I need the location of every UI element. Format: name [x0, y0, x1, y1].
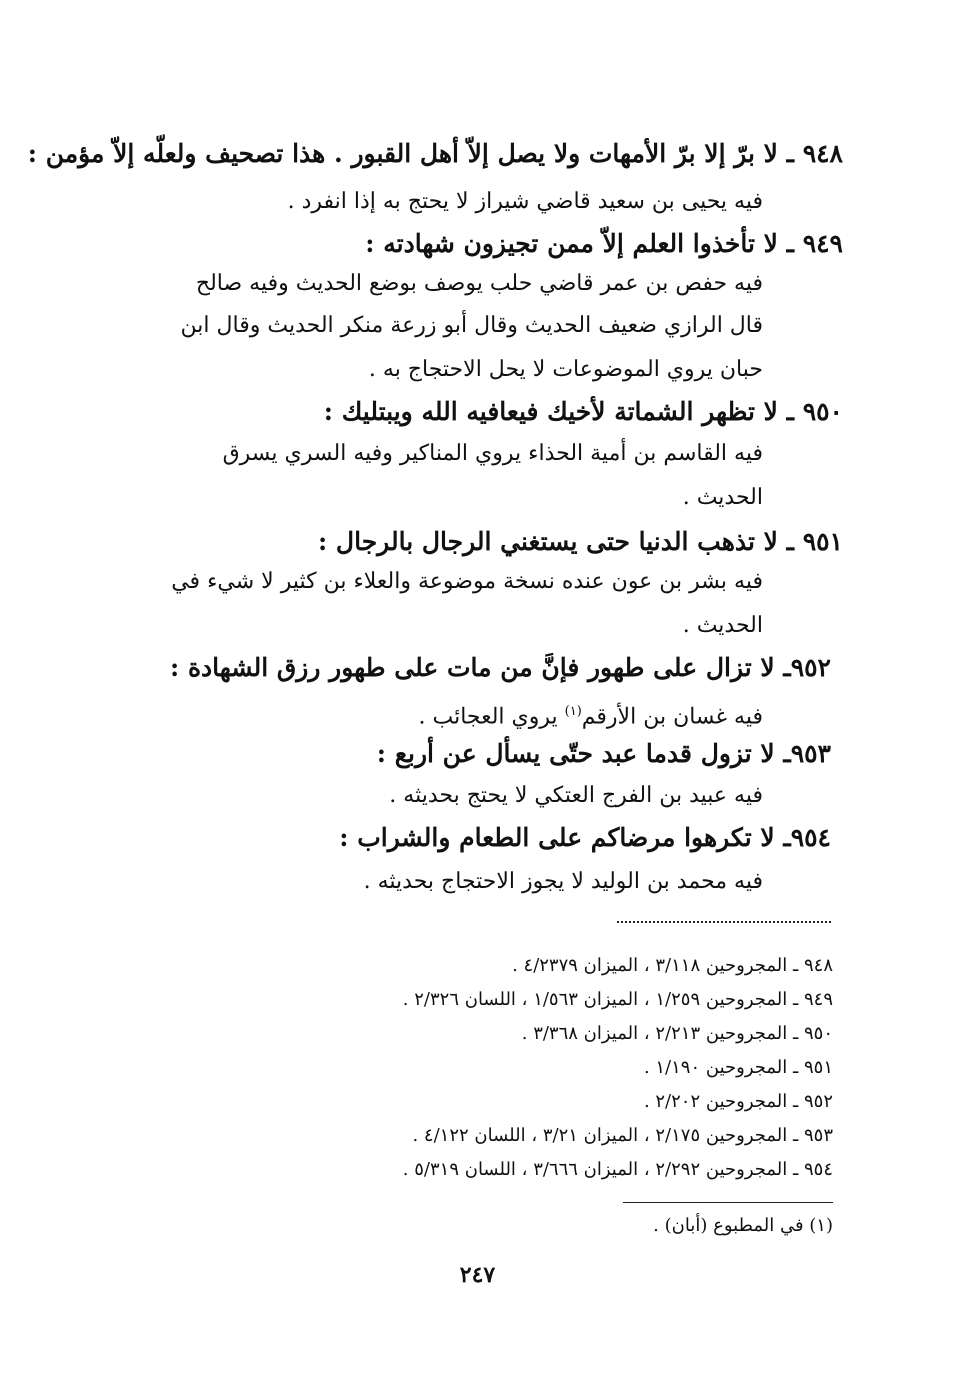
entry-954-heading: ٩٥٤ـ لا تكرهوا مرضاكم على الطعام والشراب : — [339, 823, 831, 852]
dotted-divider — [617, 921, 831, 923]
reference-949: ٩٤٩ ـ المجروحين ١/٢٥٩ ، الميزان ١/٥٦٣ ، اللسان ٢/٣٢٦ . — [402, 989, 833, 1010]
entry-950-text-line-1: فيه القاسم بن أمية الحذاء يروي المناكير وفيه السري يسرق — [222, 441, 763, 466]
reference-948: ٩٤٨ ـ المجروحين ٣/١١٨ ، الميزان ٤/٢٣٧٩ . — [512, 955, 833, 976]
entry-949-text-line-1: فيه حفص بن عمر قاضي حلب يوصف بوضع الحديث وفيه صالح — [195, 271, 763, 296]
entry-950-text-line-2: الحديث . — [682, 485, 763, 510]
entry-953-heading: ٩٥٣ـ لا تزول قدما عبد حتّى يسأل عن أربع : — [376, 739, 831, 768]
entry-951-text-line-2: الحديث . — [682, 613, 763, 638]
reference-952: ٩٥٢ ـ المجروحين ٢/٢٠٢ . — [643, 1091, 833, 1112]
page-number: ٢٤٧ — [459, 1262, 496, 1288]
entry-950-heading: ٩٥٠ ـ لا تظهر الشماتة لأخيك فيعافيه الله ويبتليك : — [323, 397, 843, 426]
footnote-rule — [623, 1202, 833, 1203]
reference-951: ٩٥١ ـ المجروحين ١/١٩٠ . — [643, 1057, 833, 1078]
entry-951-heading: ٩٥١ ـ لا تذهب الدنيا حتى يستغني الرجال بالرجال : — [318, 527, 843, 556]
entry-952-text: فيه غسان بن الأرقم$^{(١)}$ يروي العجائب . — [418, 704, 763, 730]
entry-949-text-line-3: حبان يروي الموضوعات لا يحل الاحتجاج به . — [368, 357, 763, 382]
footnote-marker: (١) — [564, 704, 582, 719]
entry-948-text: فيه يحيى بن سعيد قاضي شيراز لا يحتج به إذا انفرد . — [287, 189, 763, 214]
entry-949-text-line-2: قال الرازي ضعيف الحديث وقال أبو زرعة منكر الحديث وقال ابن — [180, 313, 763, 338]
entry-952-heading: ٩٥٢ـ لا تزال على طهور فإنَّ من مات على طهور رزق الشهادة : — [170, 653, 831, 682]
reference-953: ٩٥٣ ـ المجروحين ٢/١٧٥ ، الميزان ٣/٢١ ، اللسان ٤/١٢٢ . — [412, 1125, 833, 1146]
reference-954: ٩٥٤ ـ المجروحين ٢/٢٩٢ ، الميزان ٣/٦٦٦ ، اللسان ٥/٣١٩ . — [402, 1159, 833, 1180]
entry-949-heading: ٩٤٩ ـ لا تأخذوا العلم إلاّ ممن تجيزون شهادته : — [365, 229, 843, 258]
entry-951-text-line-1: فيه بشر بن عون عنده نسخة موضوعة والعلاء بن كثير لا شيء في — [171, 569, 763, 594]
footnote: (١) في المطبوع (أبان) . — [653, 1215, 833, 1236]
entry-948-heading: ٩٤٨ ـ لا برّ إلا برّ الأمهات ولا يصل إلاّ أهل القبور . هذا تصحيف ولعلّه إلاّ مؤمن : — [27, 139, 843, 168]
entry-953-text: فيه عبيد بن الفرج العتكي لا يحتج بحديثه . — [389, 783, 763, 808]
entry-954-text: فيه محمد بن الوليد لا يجوز الاحتجاج بحديثه . — [363, 869, 763, 894]
reference-950: ٩٥٠ ـ المجروحين ٢/٢١٣ ، الميزان ٣/٣٦٨ . — [521, 1023, 833, 1044]
